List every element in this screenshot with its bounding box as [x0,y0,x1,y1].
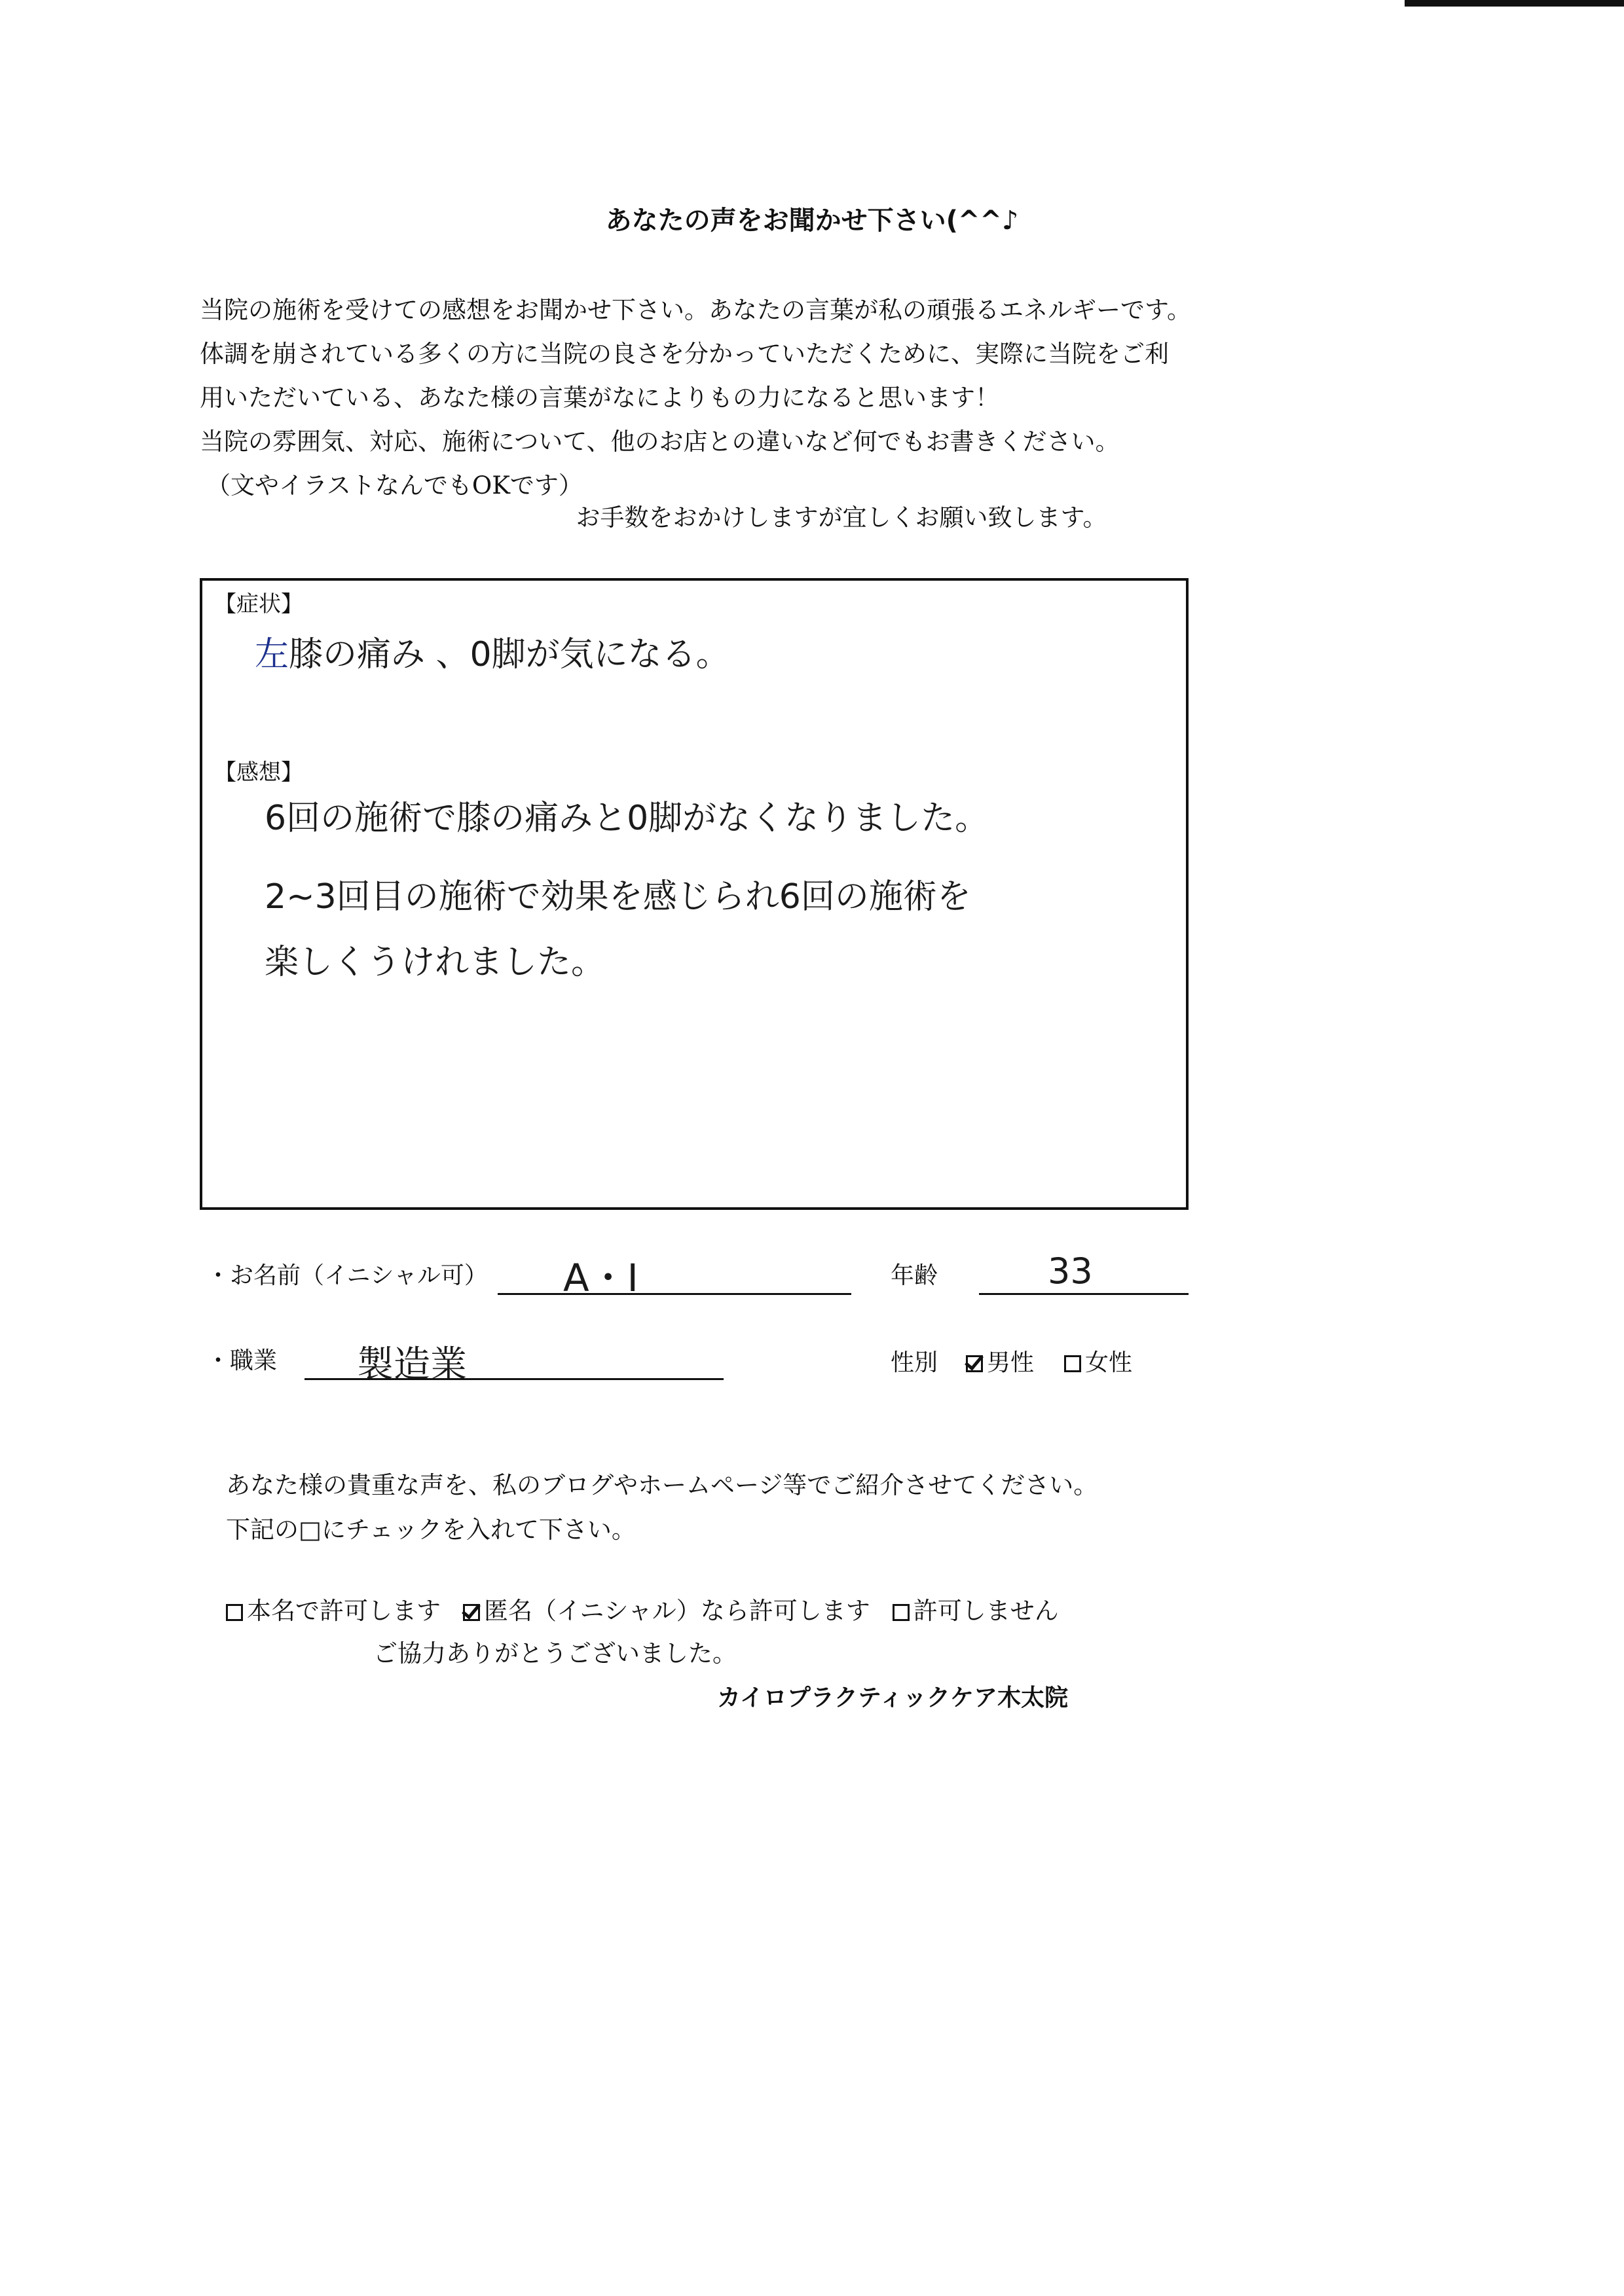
name-label: ・お名前（イニシャル可） [206,1262,488,1289]
gender-female-checkbox[interactable] [1064,1355,1081,1372]
option-anonymous[interactable] [463,1597,870,1625]
intro-line: 用いただいている、あなた様の言葉がなによりもの力になると思います！ [200,384,999,412]
age-value: 33 [1048,1250,1093,1292]
intro-line: 当院の雰囲気、対応、施術について、他のお店との違いなど何でもお書きください。 [200,428,1120,456]
symptom-text-blue: 左 [255,635,289,674]
permission-options [226,1591,1081,1626]
gender-male-label: 男性 [987,1349,1035,1376]
intro-line: （文やイラストなんでもOKです） [206,471,583,500]
option-real-name-label: 本名で許可します [247,1597,441,1625]
impression-line: 楽しくうけれました。 [265,943,606,982]
option-real-name[interactable] [226,1597,441,1625]
scan-edge-bar [1405,0,1624,7]
age-label: 年齢 [891,1262,938,1289]
symptom-label: 【症状】 [214,591,303,617]
gender-label: 性別 [891,1349,938,1376]
gender-female-label: 女性 [1085,1349,1133,1376]
option-real-name-checkbox[interactable] [226,1604,243,1621]
option-deny[interactable] [893,1597,1059,1625]
feedback-box [200,578,1189,1210]
gender-female-option[interactable] [1064,1344,1132,1377]
name-value: A・I [563,1256,638,1300]
gender-male-checkbox[interactable] [966,1355,983,1372]
consent-line: あなた様の貴重な声を、私のブログやホームページ等でご紹介させてください。 [226,1471,1098,1499]
option-deny-checkbox[interactable] [893,1604,910,1621]
symptom-text [255,627,730,676]
symptom-text-main: 膝の痛み 、0脚が気になる。 [289,635,730,674]
job-label: ・職業 [206,1347,278,1374]
thanks-text: ご協力ありがとうございました。 [373,1639,737,1667]
impression-line: 2~3回目の施術で効果を感じられ6回の施術を [265,877,971,917]
intro-line: 当院の施術を受けての感想をお聞かせ下さい。あなたの言葉が私の頑張るエネルギーです。 [200,296,1192,324]
consent-text [226,1463,1098,1552]
page-title: あなたの声をお聞かせ下さい(^^♪ [605,206,1019,236]
impression-line: 6回の施術で膝の痛みと0脚がなくなりました。 [265,799,989,838]
impression-label: 【感想】 [214,759,303,786]
name-underline [498,1293,851,1295]
request-text: お手数をおかけしますが宜しくお願い致します。 [576,503,1107,532]
clinic-name: カイロプラクティックケア木太院 [717,1685,1069,1711]
gender-male-option[interactable] [966,1344,1034,1377]
option-deny-label: 許可しません [913,1597,1059,1625]
intro-line: 体調を崩されている多くの方に当院の良さを分かっていただくために、実際に当院をご利 [200,340,1169,368]
consent-line: 下記の□にチェックを入れて下さい。 [226,1516,636,1544]
age-underline [979,1293,1189,1295]
intro-text [200,288,1191,507]
job-underline [304,1378,724,1380]
option-anonymous-checkbox[interactable] [463,1604,480,1621]
option-anonymous-label: 匿名（イニシャル）なら許可します [484,1597,870,1625]
job-value: 製造業 [357,1343,467,1386]
